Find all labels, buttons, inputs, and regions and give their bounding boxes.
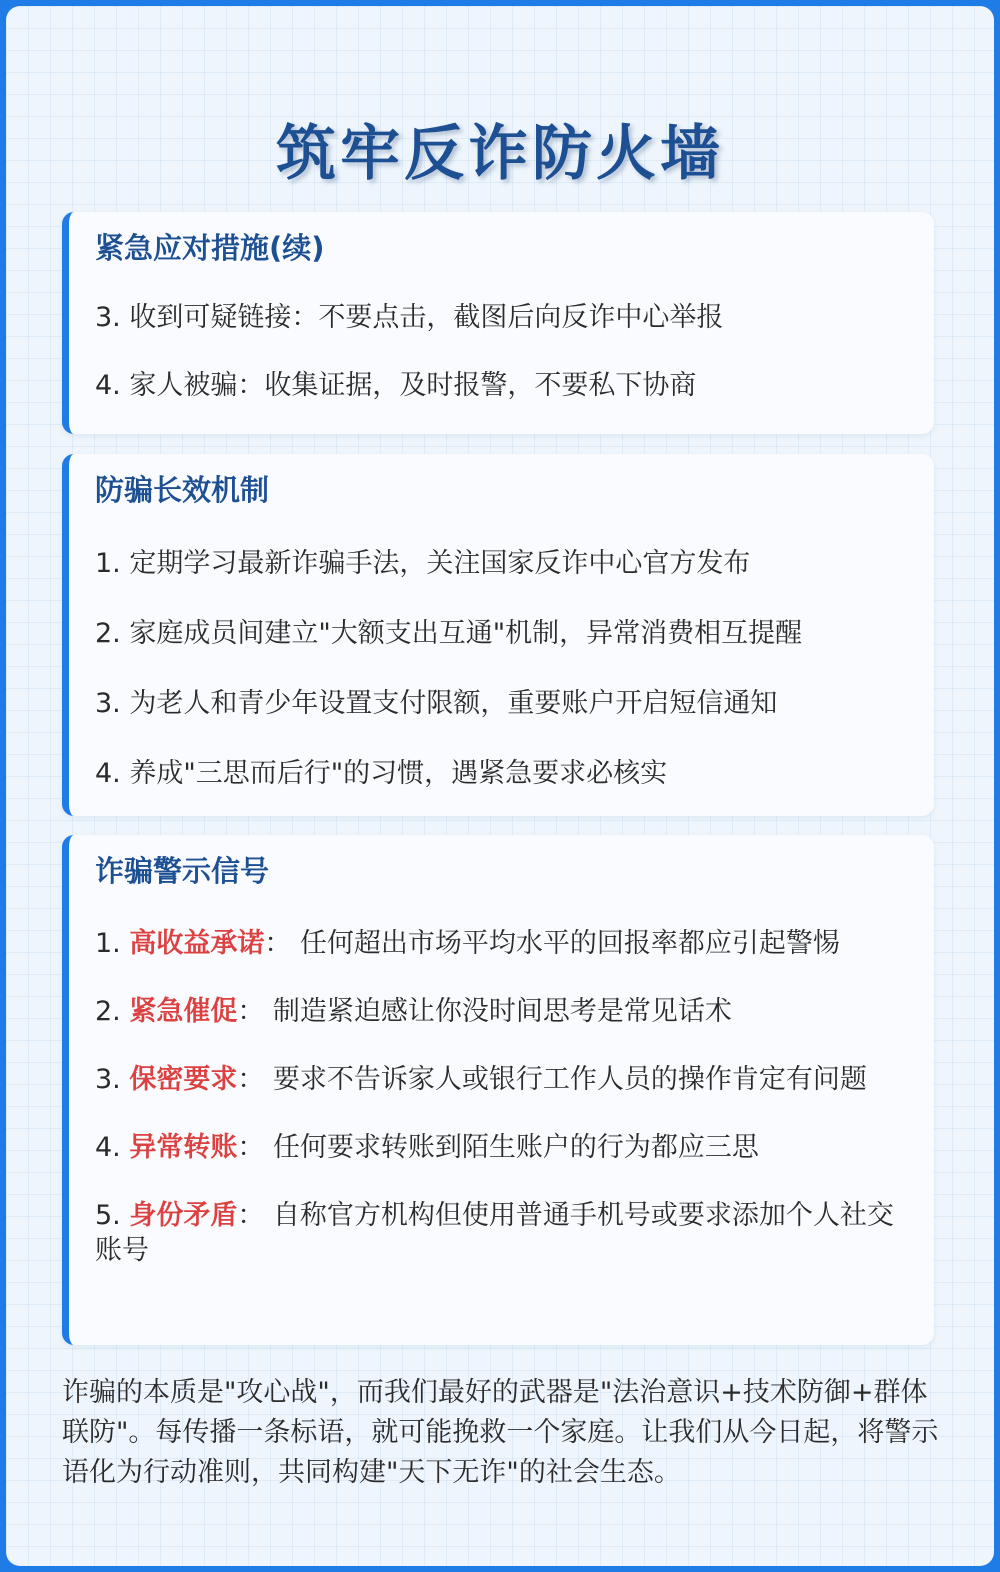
list-item: 1. 定期学习最新诈骗手法，关注国家反诈中心官方发布 [95,548,751,579]
section-heading: 诈骗警示信号 [95,854,270,888]
list-item: 4. 养成"三思而后行"的习惯，遇紧急要求必核实 [95,758,668,789]
warning-text: ： 自称官方机构但使用普通手机号或要求添加个人社交账号 [95,1200,894,1266]
section-heading: 紧急应对措施(续) [95,231,325,265]
page-title: 筑牢反诈防火墙 [276,119,724,189]
warning-keyword: 保密要求 [129,1064,238,1095]
warning-keyword: 身份矛盾 [129,1200,238,1231]
item-number: 4. [95,1132,130,1163]
item-number: 5. [95,1200,130,1231]
item-number: 1. [95,928,130,959]
list-item: 3. 为老人和青少年设置支付限额，重要账户开启短信通知 [95,688,778,719]
item-number: 3. [95,1064,130,1095]
warning-item [95,926,910,961]
poster-frame [6,6,994,1566]
warning-text: ： 要求不告诉家人或银行工作人员的操作肯定有问题 [237,1064,867,1095]
warning-keyword: 紧急催促 [129,996,238,1027]
section-card-emergency [62,212,934,434]
item-number: 2. [95,996,130,1027]
closing-paragraph: 诈骗的本质是"攻心战"，而我们最好的武器是"法治意识+技术防御+群体联防"。每传播一条标语，就可能挽救一个家庭。让我们从今日起，将警示语化为行动准则，共同构建"天下无诈"的社会生态。 [62,1377,939,1488]
list-item: 4. 家人被骗：收集证据，及时报警，不要私下协商 [95,370,697,401]
warning-item [95,1062,910,1097]
warning-text: ： 制造紧迫感让你没时间思考是常见话术 [237,996,732,1027]
section-card-longterm [62,454,934,816]
list-item: 2. 家庭成员间建立"大额支出互通"机制，异常消费相互提醒 [95,618,803,649]
list-item: 3. 收到可疑链接：不要点击，截图后向反诈中心举报 [95,302,724,333]
warning-text: ： 任何超出市场平均水平的回报率都应引起警惕 [264,928,840,959]
warning-keyword: 异常转账 [129,1132,238,1163]
warning-keyword: 高收益承诺 [129,928,265,959]
section-card-warning-signs [62,835,934,1345]
warning-text: ： 任何要求转账到陌生账户的行为都应三思 [237,1132,759,1163]
warning-item [95,1130,910,1165]
section-heading: 防骗长效机制 [95,473,270,507]
warning-item [95,994,910,1029]
warning-item [95,1198,910,1268]
